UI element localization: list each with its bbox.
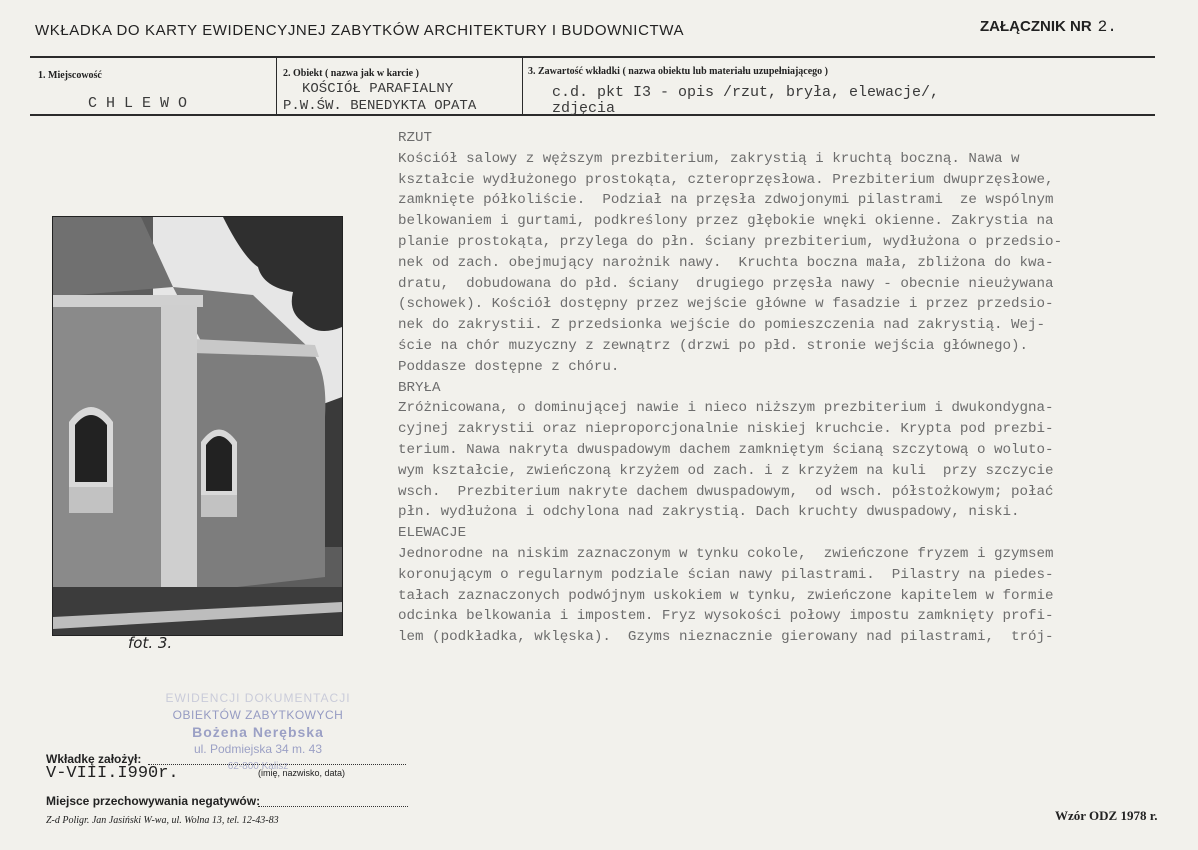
object-value-line2: P.W.ŚW. BENEDYKTA OPATA bbox=[283, 98, 477, 114]
contents-value-line1: c.d. pkt I3 - opis /rzut, bryła, elewacje/, bbox=[552, 84, 940, 101]
created-by-label: Wkładkę założył: bbox=[46, 752, 142, 766]
description-line: (schowek). Kościół dostępny przez wejście główne w fasadzie i przez przedsio- bbox=[398, 296, 1054, 313]
description-line: ście na chór muzyczny z zewnątrz (drzwi po płd. stronie wejścia głównego). bbox=[398, 337, 1029, 354]
description-line: Zróżnicowana, o dominującej nawie i nieco niższym prezbiterium i dwukondygna- bbox=[398, 400, 1054, 417]
description-line: nek do zakrystii. Z przedsionka wejście do pomieszczenia nad zakrystią. Wej- bbox=[398, 317, 1046, 334]
object-value-line1: KOŚCIÓŁ PARAFIALNY bbox=[302, 81, 454, 97]
annex-label-text: ZAŁĄCZNIK NR bbox=[980, 18, 1092, 35]
description-line: kształcie wydłużonego prostokąta, czteroprzęsłowa. Prezbiterium dwuprzęsłowe, bbox=[398, 171, 1054, 188]
stamp-line-2: OBIEKTÓW ZABYTKOWYCH bbox=[172, 708, 344, 722]
stamp-line-4: ul. Podmiejska 34 m. 43 bbox=[193, 742, 323, 756]
institution-stamp bbox=[148, 690, 368, 775]
stamp-line-1: EWIDENCJI DOKUMENTACJI bbox=[165, 691, 351, 705]
annex-label bbox=[980, 18, 1117, 36]
description-line: terium. Nawa nakryta dwuspadowym dachem zamkniętym ścianą szczytową o woluto- bbox=[398, 441, 1054, 458]
document-title: WKŁADKA DO KARTY EWIDENCYJNEJ ZABYTKÓW ARCHITEKTURY I BUDOWNICTWA bbox=[35, 22, 685, 39]
description-line: BRYŁA bbox=[398, 379, 441, 396]
description-line: odcinka belkowania i impostem. Fryz wysokości połowy impostu zamknięty profi- bbox=[398, 608, 1054, 625]
description-line: cyjnej zakrystii oraz nieproporcjonalnie niskiej kruchcie. Krypta pod prezbi- bbox=[398, 421, 1054, 438]
description-line: belkowaniem i gurtami, podkreślony przez głębokie wnęki okienne. Zakrystia na bbox=[398, 213, 1054, 230]
created-date: V-VIII.I990r. bbox=[46, 764, 179, 783]
description-line: zamknięte półkoliście. Podział na przęsła zdwojonymi pilastrami ze wspólnym bbox=[398, 192, 1054, 209]
description-body bbox=[398, 128, 1178, 648]
field-divider-2 bbox=[522, 58, 523, 115]
description-line: tałach zaznaczonych podwójnym uskokiem w tynku, zwieńczone kapitelem w formie bbox=[398, 587, 1054, 604]
locality-label: 1. Miejscowość bbox=[38, 70, 102, 81]
contents-label: 3. Zawartość wkładki ( nazwa obiektu lub materiału uzupełniającego ) bbox=[528, 66, 829, 77]
negatives-storage-line bbox=[258, 806, 408, 807]
description-line: nek od zach. obejmujący narożnik nawy. Kruchta boczna mała, zbliżona do kwa- bbox=[398, 254, 1054, 271]
description-line: ELEWACJE bbox=[398, 525, 467, 542]
created-by-hint: (imię, nazwisko, data) bbox=[258, 768, 346, 778]
church-photograph bbox=[52, 216, 343, 636]
header-rule-top bbox=[30, 56, 1155, 58]
description-line: Jednorodne na niskim zaznaczonym w tynku cokole, zwieńczone fryzem i gzymsem bbox=[398, 545, 1054, 562]
locality-value: CHLEWO bbox=[88, 95, 197, 112]
description-line: planie prostokąta, przylega do płn. ściany prezbiterium, wydłużona o przedsio- bbox=[398, 233, 1063, 250]
description-line: wsch. Prezbiterium nakryte dachem dwuspadowym, od wsch. półstożkowym; połać bbox=[398, 483, 1054, 500]
description-line: lem (podkładka, wklęska). Gzyms nieznacznie gierowany nad pilastrami, trój- bbox=[398, 629, 1054, 646]
annex-number: 2. bbox=[1097, 18, 1117, 36]
photo-caption: fot. 3. bbox=[128, 634, 173, 652]
description-line: Kościół salowy z węższym prezbiterium, zakrystią i kruchtą boczną. Nawa w bbox=[398, 150, 1020, 167]
description-line: koronującym o regularnym podziale ścian nawy pilastrami. Pilastry na piedes- bbox=[398, 566, 1054, 583]
stamp-line-3: Bożena Nerębska bbox=[192, 724, 324, 740]
description-line: Poddasze dostępne z chóru. bbox=[398, 358, 620, 375]
description-line: RZUT bbox=[398, 130, 433, 146]
contents-value-line2: zdjęcia bbox=[552, 100, 616, 117]
church-photo-image bbox=[53, 217, 342, 635]
created-by-line bbox=[148, 764, 406, 765]
description-line: wym kształcie, zwieńczoną krzyżem od zach. i z krzyżem na kuli przy szczycie bbox=[398, 462, 1054, 479]
field-divider-1 bbox=[276, 58, 277, 115]
negatives-storage-label: Miejsce przechowywania negatywów: bbox=[46, 794, 261, 808]
description-line: dratu, dobudowana do płd. ściany drugiego przęsła nawy - obecnie nieużywana bbox=[398, 275, 1054, 292]
stamp-line-5: 62-800 Kalisz bbox=[227, 761, 289, 772]
object-label: 2. Obiekt ( nazwa jak w karcie ) bbox=[283, 68, 419, 79]
description-line: płn. wydłużona i odchylona nad zakrystią. Dach kruchty dwuspadowy, niski. bbox=[398, 504, 1020, 521]
printer-note: Z-d Poligr. Jan Jasiński W-wa, ul. Wolna 13, tel. 12-43-83 bbox=[46, 815, 279, 826]
form-id: Wzór ODZ 1978 r. bbox=[1055, 808, 1158, 823]
